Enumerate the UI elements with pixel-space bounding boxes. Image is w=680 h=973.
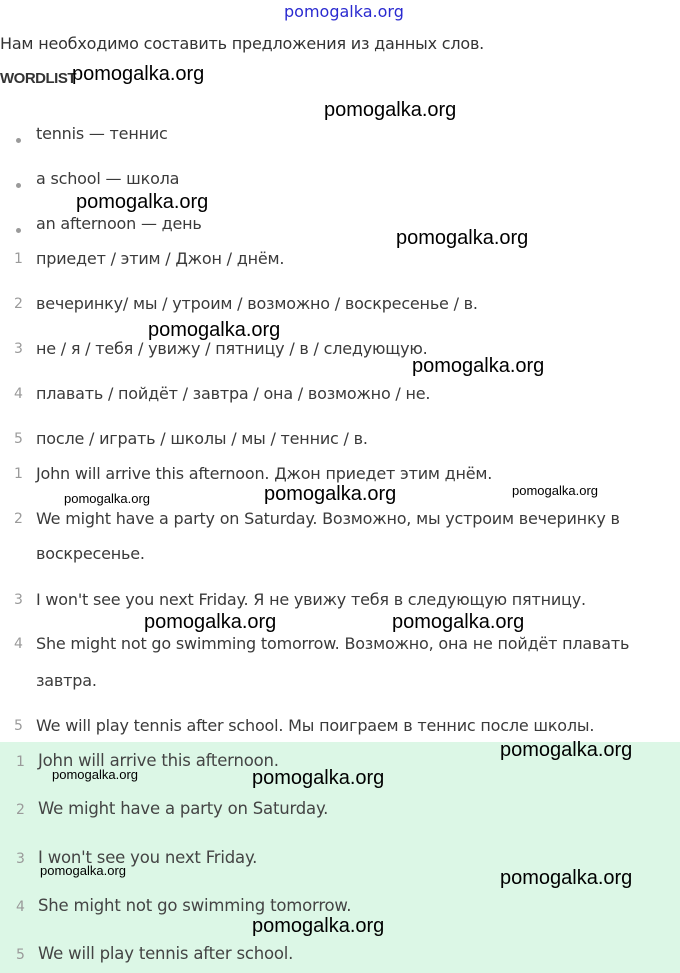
watermark: pomogalka.org: [500, 867, 633, 889]
watermark: pomogalka.org: [264, 483, 397, 505]
watermark: pomogalka.org: [392, 611, 525, 633]
watermark: pomogalka.org: [72, 63, 205, 85]
translation-text-cont: завтра.: [36, 671, 97, 690]
translation-text-cont: воскресенье.: [36, 544, 145, 563]
answer-text: We might have a party on Saturday.: [38, 799, 329, 818]
translation-number: 3: [14, 592, 23, 608]
answer-text: I won't see you next Friday.: [38, 848, 258, 867]
translation-text: We will play tennis after school. Мы поиграем в теннис после школы.: [36, 716, 595, 735]
watermark: pomogalka.org: [512, 483, 598, 498]
wordlist-item: an afternoon — день: [36, 214, 202, 233]
bullet-icon: [16, 228, 21, 233]
translation-number: 4: [14, 636, 23, 652]
answer-text: She might not go swimming tomorrow.: [38, 896, 352, 915]
task-text: вечеринку/ мы / утроим / возможно / воскресенье / в.: [36, 294, 478, 313]
watermark: pomogalka.org: [148, 319, 281, 341]
intro-text: Нам необходимо составить предложения из данных слов.: [0, 34, 485, 53]
translation-number: 2: [14, 511, 23, 527]
watermark: pomogalka.org: [76, 191, 209, 213]
task-text: после / играть / школы / мы / теннис / в.: [36, 429, 368, 448]
watermark: pomogalka.org: [252, 915, 385, 937]
translation-number: 5: [14, 718, 23, 734]
task-text: приедет / этим / Джон / днём.: [36, 249, 285, 268]
task-text: плавать / пойдёт / завтра / она / возможно / не.: [36, 384, 431, 403]
watermark: pomogalka.org: [500, 739, 633, 761]
watermark: pomogalka.org: [396, 227, 529, 249]
answer-number: 2: [16, 802, 25, 818]
watermark: pomogalka.org: [144, 611, 277, 633]
watermark: pomogalka.org: [52, 767, 138, 782]
wordlist-item: tennis — теннис: [36, 124, 168, 143]
task-text: не / я / тебя / увижу / пятницу / в / следующую.: [36, 339, 428, 358]
translation-text: I won't see you next Friday. Я не увижу тебя в следующую пятницу.: [36, 590, 586, 609]
answer-text: We will play tennis after school.: [38, 944, 294, 963]
watermark: pomogalka.org: [252, 767, 385, 789]
watermark: pomogalka.org: [64, 491, 150, 506]
task-number: 3: [14, 341, 23, 357]
bullet-icon: [16, 138, 21, 143]
task-number: 1: [14, 251, 23, 267]
task-number: 2: [14, 296, 23, 312]
translation-text: John will arrive this afternoon. Джон приедет этим днём.: [36, 464, 493, 483]
wordlist-item: a school — школа: [36, 169, 180, 188]
bullet-icon: [16, 183, 21, 188]
answer-text: John will arrive this afternoon.: [38, 751, 279, 770]
answer-number: 3: [16, 851, 25, 867]
answer-number: 4: [16, 899, 25, 915]
translation-number: 1: [14, 466, 23, 482]
answer-number: 5: [16, 947, 25, 963]
answer-number: 1: [16, 754, 25, 770]
task-number: 5: [14, 431, 23, 447]
wordlist-title: WORDLIST: [0, 70, 76, 87]
watermark: pomogalka.org: [40, 863, 126, 878]
translation-text: She might not go swimming tomorrow. Возможно, она не пойдёт плавать: [36, 634, 630, 653]
translation-text: We might have a party on Saturday. Возможно, мы устроим вечеринку в: [36, 509, 620, 528]
site-link[interactable]: pomogalka.org: [284, 2, 404, 21]
task-number: 4: [14, 386, 23, 402]
watermark: pomogalka.org: [412, 355, 545, 377]
watermark: pomogalka.org: [324, 99, 457, 121]
